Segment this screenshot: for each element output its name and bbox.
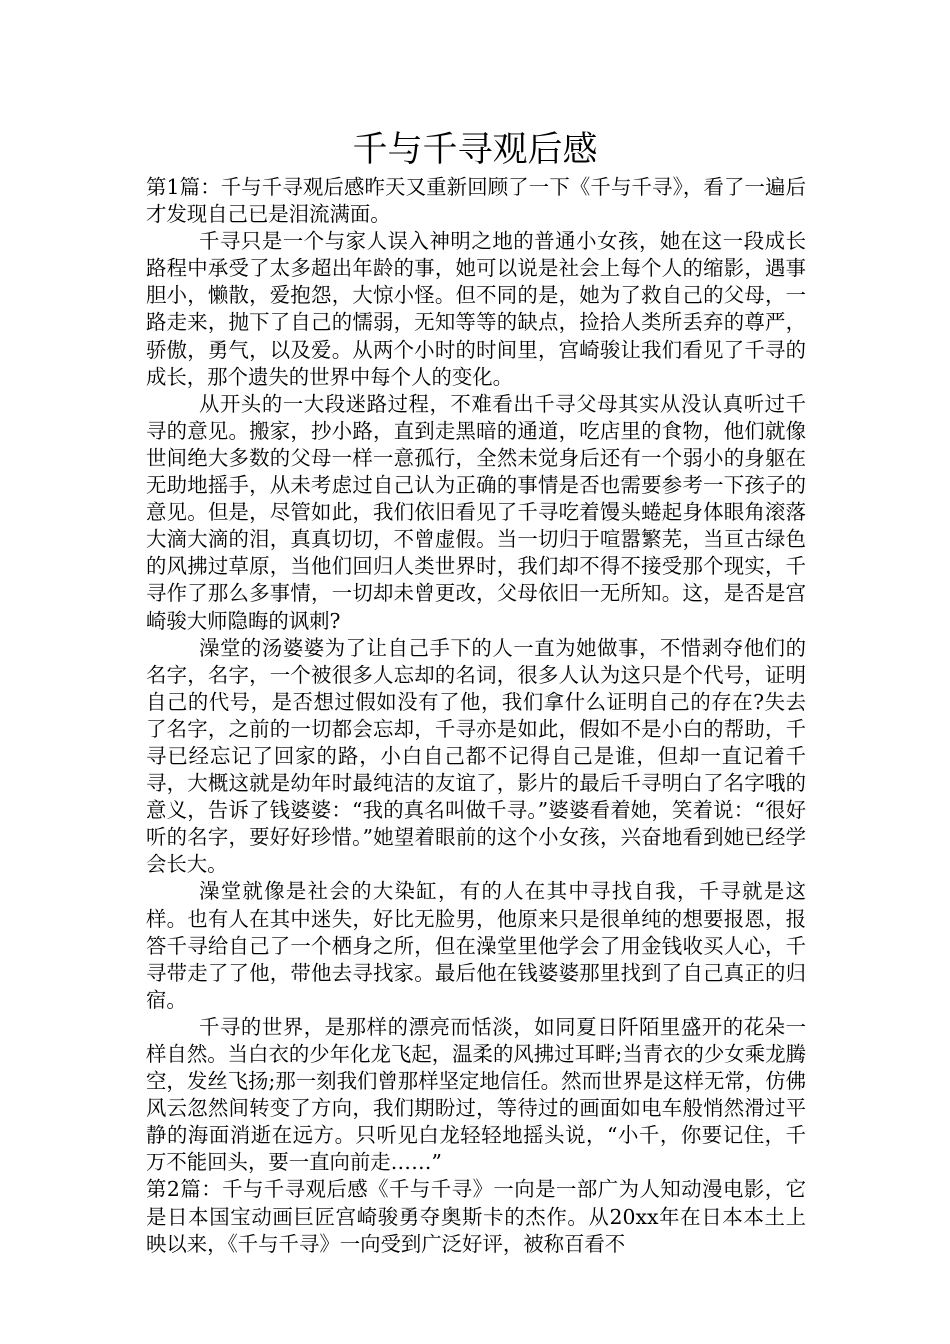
document-title: 千与千寻观后感 [352,130,598,170]
paragraph-parents: 从开头的一大段迷路过程，不难看出千寻父母其实从没认真听过千寻的意见。搬家，抄小路，直到走黑暗的通道，吃店里的食物，他们就像世间绝大多数的父母一样一意孤行，全然未觉身后还有一个弱小的身躯在无助地摇手，从未考虑过自己认为正确的事情是否也需要参考一下孩子的意见。但是，尽管如此，我们依旧看见了千寻吃着馒头蜷起身体眼角滚落大滴大滴的泪，真真切切，不曾虚假。当一切归于喧嚣繁芜，当亘古绿色的风拂过草原，当他们回归人类世界时，我们却不得不接受那个现实，千寻作了那么多事情，一切却未曾更改，父母依旧一无所知。这，是否是宫崎骏大师隐晦的讽刺? [146,391,806,633]
paragraph-bathhouse: 澡堂就像是社会的大染缸，有的人在其中寻找自我，千寻就是这样。也有人在其中迷失，好比无脸男，他原来只是很单纯的想要报恩，报答千寻给自己了一个栖身之所，但在澡堂里他学会了用金钱收买人心，千寻带走了了他，带他去寻找家。最后他在钱婆婆那里找到了自己真正的归宿。 [146,879,806,1012]
document-body [146,174,806,1258]
paragraph-part2-intro: 第2篇：千与千寻观后感《千与千寻》一向是一部广为人知动漫电影，它是日本国宝动画巨匠宫崎骏勇夺奥斯卡的杰作。从20xx年在日本本土上映以来，《千与千寻》一向受到广泛好评，被称百看不 [146,1177,806,1256]
paragraph-chihiro-world: 千寻的世界，是那样的漂亮而恬淡，如同夏日阡陌里盛开的花朵一样自然。当白衣的少年化龙飞起，温柔的风拂过耳畔;当青衣的少女乘龙腾空，发丝飞扬;那一刻我们曾那样坚定地信任。然而世界是这样无常，仿佛风云忽然间转变了方向，我们期盼过，等待过的画面如电车般悄然滑过平静的海面消逝在远方。只听见白龙轻轻地摇头说，“小千，你要记住，千万不能回头，要一直向前走……” [146,1014,806,1175]
paragraph-part1-intro: 第1篇：千与千寻观后感昨天又重新回顾了一下《千与千寻》，看了一遍后才发现自己已是泪流满面。 [146,175,806,227]
paragraph-names: 澡堂的汤婆婆为了让自己手下的人一直为她做事，不惜剥夺他们的名字，名字，一个被很多人忘却的名词，很多人认为这只是个代号，证明自己的代号，是否想过假如没有了他，我们拿什么证明自己的存在?失去了名字，之前的一切都会忘却，千寻亦是如此，假如不是小白的帮助，千寻已经忘记了回家的路，小白自己都不记得自己是谁，但却一直记着千寻，大概这就是幼年时最纯洁的友谊了，影片的最后千寻明白了名字哦的意义，告诉了钱婆婆：“我的真名叫做千寻。”婆婆看着她，笑着说：“很好听的名字，要好好珍惜。”她望着眼前的这个小女孩，兴奋地看到她已经学会长大。 [146,635,806,877]
paragraph-chihiro-growth: 千寻只是一个与家人误入神明之地的普通小女孩，她在这一段成长路程中承受了太多超出年龄的事，她可以说是社会上每个人的缩影，遇事胆小，懒散，爱抱怨，大惊小怪。但不同的是，她为了救自己的父母，一路走来，抛下了自己的懦弱，无知等等的缺点，捡拾人类所丢弃的尊严，骄傲，勇气，以及爱。从两个小时的时间里，宫崎骏让我们看见了千寻的成长，那个遗失的世界中每个人的变化。 [146,229,806,389]
